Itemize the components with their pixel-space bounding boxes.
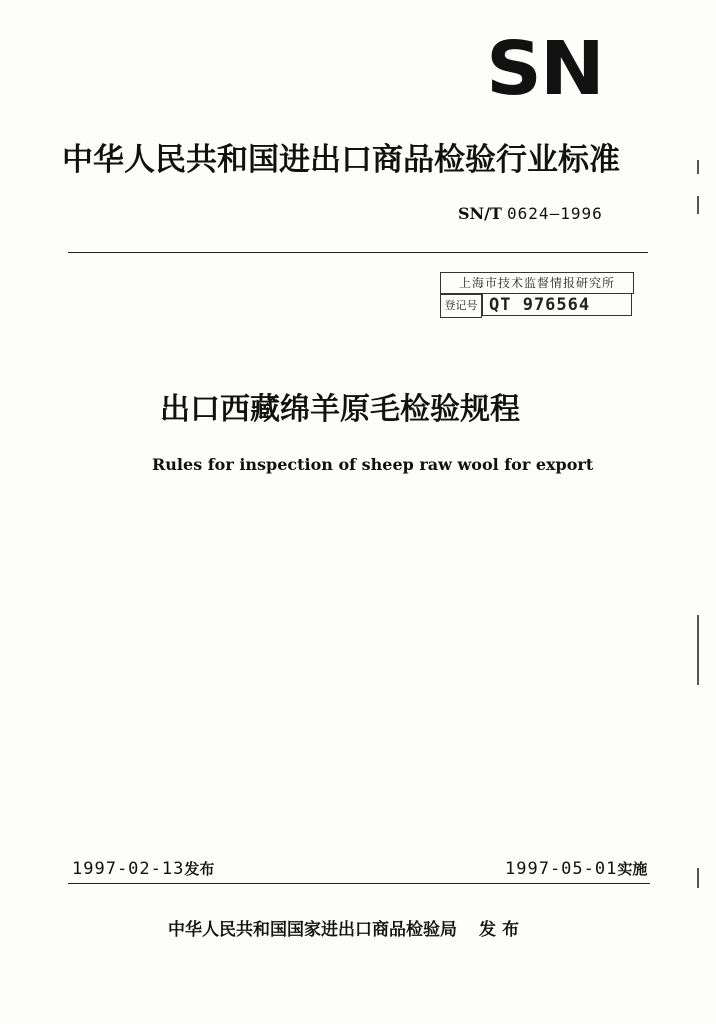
stamp-registration-row <box>440 294 632 316</box>
issue-date-value: 1997-02-13 <box>72 859 185 879</box>
implementation-date <box>505 858 655 880</box>
stamp-institution: 上海市技术监督情报研究所 <box>440 272 634 294</box>
scan-edge-mark <box>697 160 699 174</box>
issuer-action: 发布 <box>479 920 525 940</box>
implementation-date-value: 1997-05-01 <box>505 859 618 879</box>
issue-date-label: 发布 <box>184 860 215 878</box>
issuing-authority <box>168 918 588 942</box>
scan-edge-mark <box>697 196 699 214</box>
sn-logo: SN <box>486 26 603 112</box>
stamp-label: 登记号 <box>440 294 482 318</box>
standard-number <box>458 204 638 224</box>
issuer-name: 中华人民共和国国家进出口商品检验局 <box>168 920 457 940</box>
footer-divider <box>68 883 650 884</box>
standard-code: 0624—1996 <box>507 204 603 223</box>
implementation-date-label: 实施 <box>617 860 648 878</box>
document-title-chinese: 出口西藏绵羊原毛检验规程 <box>160 392 520 427</box>
registration-stamp <box>440 272 632 318</box>
scan-edge-mark <box>697 615 699 685</box>
issue-date <box>72 858 272 880</box>
industry-standard-title: 中华人民共和国进出口商品检验行业标准 <box>62 142 620 178</box>
document-title-english: Rules for inspection of sheep raw wool for export <box>152 455 594 474</box>
stamp-code: QT 976564 <box>482 294 632 316</box>
header-divider <box>68 252 648 253</box>
scan-edge-mark <box>697 868 699 888</box>
standard-prefix: SN/T <box>458 204 502 223</box>
